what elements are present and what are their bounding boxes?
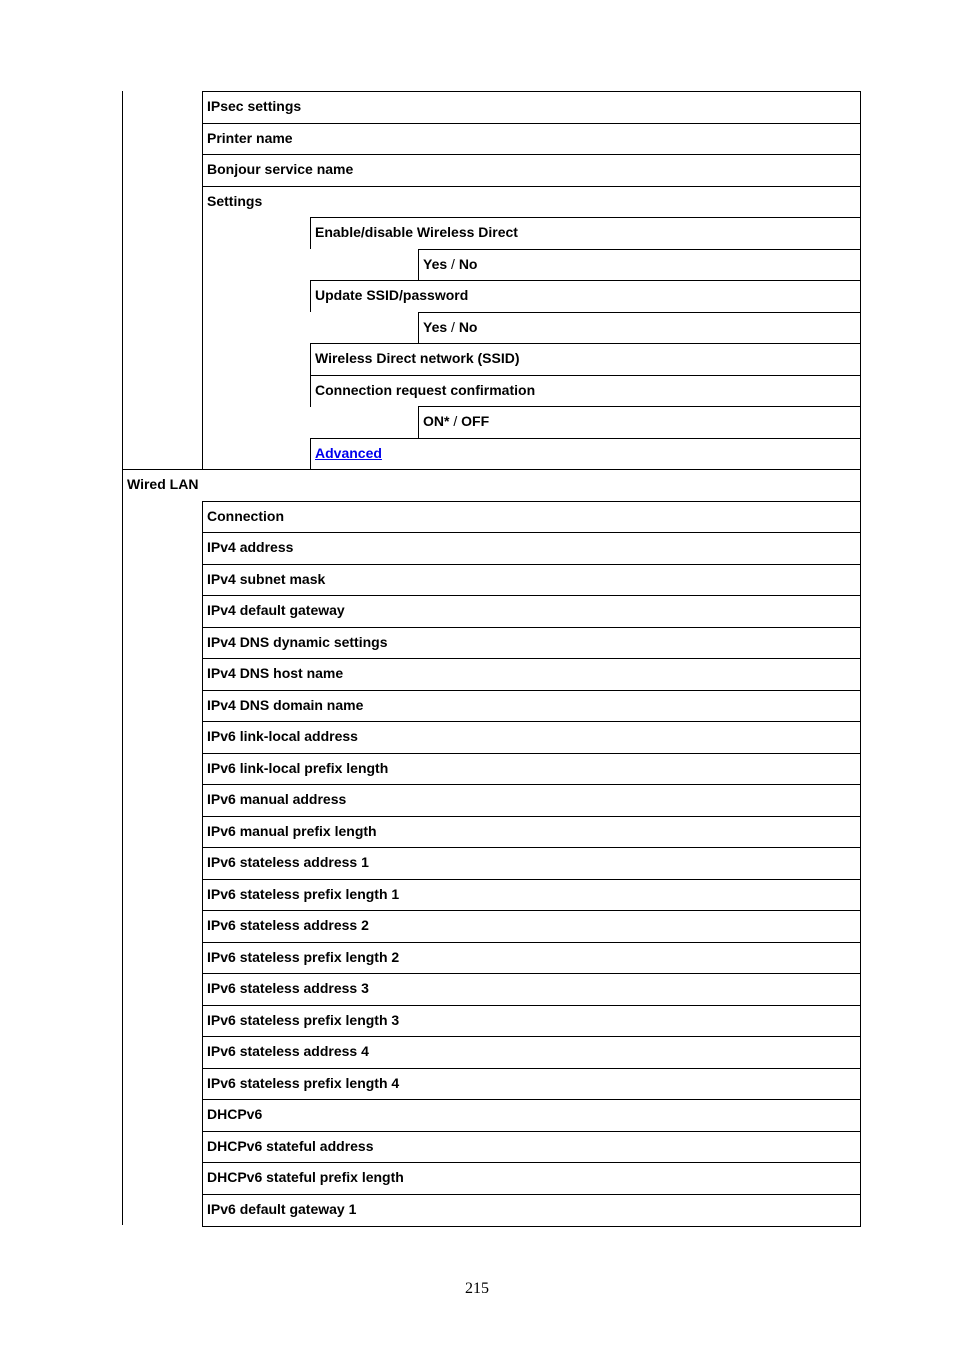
- row-label: Settings: [207, 193, 263, 209]
- option-value: OFF: [461, 413, 490, 429]
- wired-lan-setting-row: [202, 753, 861, 785]
- option-values: [423, 250, 477, 279]
- wired-lan-setting-row: [202, 1162, 861, 1194]
- advanced-link[interactable]: Advanced: [315, 445, 382, 461]
- wired-lan-setting-row: [202, 942, 861, 974]
- row-label: [315, 439, 382, 468]
- row-label: Wireless Direct network (SSID): [315, 350, 520, 366]
- sub-setting-row: [310, 343, 861, 375]
- wired-lan-setting-row: [202, 1005, 861, 1037]
- row-label: IPv6 stateless address 2: [207, 917, 369, 933]
- value-separator: /: [447, 256, 459, 272]
- option-values: [423, 313, 477, 342]
- row-label: Enable/disable Wireless Direct: [315, 224, 518, 240]
- wired-lan-setting-row: [202, 784, 861, 816]
- row-label: IPv6 manual prefix length: [207, 823, 377, 839]
- option-value: No: [458, 256, 478, 272]
- wired-lan-setting-row: [202, 690, 861, 722]
- value-separator: /: [447, 319, 459, 335]
- wired-lan-setting-row: [202, 721, 861, 753]
- wired-lan-setting-row: [202, 564, 861, 596]
- value-separator: /: [449, 413, 462, 429]
- setting-row: [202, 186, 861, 218]
- wired-lan-setting-row: [202, 627, 861, 659]
- row-label: Update SSID/password: [315, 287, 469, 303]
- row-label: IPv6 link-local prefix length: [207, 760, 389, 776]
- wired-lan-setting-row: [202, 1068, 861, 1100]
- setting-row: [202, 154, 861, 186]
- row-label: IPv6 stateless prefix length 4: [207, 1075, 400, 1091]
- setting-row: [202, 91, 861, 123]
- row-label: DHCPv6 stateful prefix length: [207, 1169, 404, 1185]
- wired-lan-setting-row: [202, 816, 861, 848]
- wired-lan-setting-row: [202, 1194, 861, 1227]
- row-label: IPv6 stateless prefix length 1: [207, 886, 400, 902]
- sub-setting-row: [310, 280, 861, 312]
- row-label: Wired LAN: [127, 476, 199, 492]
- row-label: IPv6 manual address: [207, 791, 347, 807]
- row-label: IPv4 subnet mask: [207, 571, 326, 587]
- value-row: [418, 312, 861, 344]
- row-label: IPv6 stateless address 4: [207, 1043, 369, 1059]
- option-values: [423, 407, 489, 436]
- row-label: Bonjour service name: [207, 161, 354, 177]
- row-label: IPv6 link-local address: [207, 728, 358, 744]
- sub-setting-row: [310, 438, 861, 470]
- option-value: ON*: [423, 413, 450, 429]
- wired-lan-setting-row: [202, 1131, 861, 1163]
- setting-row: [202, 123, 861, 155]
- wired-lan-setting-row: [202, 532, 861, 564]
- wired-lan-setting-row: [202, 879, 861, 911]
- row-label: IPv4 address: [207, 539, 294, 555]
- wired-lan-setting-row: [202, 501, 861, 533]
- wired-lan-setting-row: [202, 1036, 861, 1068]
- row-label: DHCPv6: [207, 1106, 263, 1122]
- row-label: IPv6 stateless prefix length 3: [207, 1012, 400, 1028]
- wired-lan-setting-row: [202, 847, 861, 879]
- option-value: Yes: [423, 256, 448, 272]
- option-value: No: [458, 319, 478, 335]
- value-row: [418, 249, 861, 281]
- sub-setting-row: [310, 217, 861, 249]
- row-label: IPv6 default gateway 1: [207, 1201, 357, 1217]
- wired-lan-setting-row: [202, 1099, 861, 1131]
- row-label: DHCPv6 stateful address: [207, 1138, 374, 1154]
- row-label: IPv6 stateless address 3: [207, 980, 369, 996]
- section-wired-lan: [122, 469, 861, 501]
- row-label: Printer name: [207, 130, 293, 146]
- row-label: IPsec settings: [207, 98, 302, 114]
- sub-setting-row: [310, 375, 861, 407]
- row-label: IPv4 DNS domain name: [207, 697, 364, 713]
- row-label: IPv6 stateless prefix length 2: [207, 949, 400, 965]
- wired-lan-setting-row: [202, 595, 861, 627]
- row-label: Connection request confirmation: [315, 382, 536, 398]
- row-label: IPv4 DNS host name: [207, 665, 344, 681]
- row-label: IPv4 default gateway: [207, 602, 345, 618]
- wired-lan-setting-row: [202, 658, 861, 690]
- option-value: Yes: [423, 319, 448, 335]
- value-row: [418, 406, 861, 438]
- row-label: IPv6 stateless address 1: [207, 854, 369, 870]
- row-label: Connection: [207, 508, 284, 524]
- settings-indent-line: [202, 217, 203, 470]
- wired-lan-setting-row: [202, 910, 861, 942]
- row-label: IPv4 DNS dynamic settings: [207, 634, 388, 650]
- wired-lan-setting-row: [202, 973, 861, 1005]
- page-number: 215: [465, 1280, 489, 1297]
- outer-tree-line: [122, 91, 123, 1225]
